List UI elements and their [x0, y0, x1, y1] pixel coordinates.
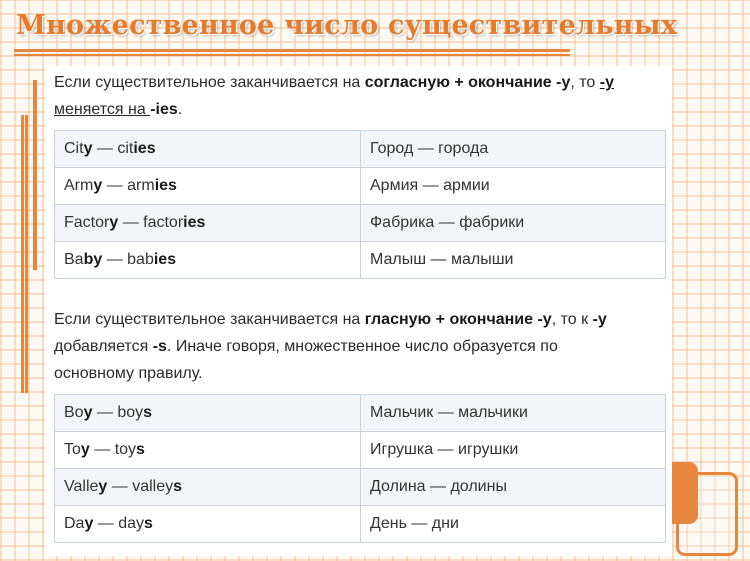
russian-pair: Город — города	[361, 131, 666, 168]
english-pair: Valley — valleys	[55, 469, 361, 506]
table-row	[55, 395, 666, 432]
decorative-block	[668, 462, 698, 524]
english-pair: Baby — babies	[55, 242, 361, 279]
decorative-bar	[33, 80, 37, 270]
table-row	[55, 168, 666, 205]
table-row	[55, 432, 666, 469]
russian-pair: Армия — армии	[361, 168, 666, 205]
rule-consonant-y: Если существительное заканчивается на согласную + окончание -y, то -y меняется на -ies.	[54, 74, 614, 118]
russian-pair: Фабрика — фабрики	[361, 205, 666, 242]
russian-pair: Малыш — малыши	[361, 242, 666, 279]
english-pair: City — cities	[55, 131, 361, 168]
russian-pair: Игрушка — игрушки	[361, 432, 666, 469]
table-row	[55, 205, 666, 242]
russian-pair: Долина — долины	[361, 469, 666, 506]
title-underline	[14, 49, 570, 52]
examples-table-vowel	[54, 394, 666, 543]
page-title: Множественное число существительных	[16, 10, 678, 41]
english-pair: Boy — boys	[55, 395, 361, 432]
english-pair: Toy — toys	[55, 432, 361, 469]
decorative-bar	[21, 115, 24, 393]
table-row	[55, 242, 666, 279]
decorative-bar	[25, 115, 28, 393]
russian-pair: День — дни	[361, 506, 666, 543]
title-underline-secondary	[14, 54, 570, 56]
rule-vowel-y: Если существительное заканчивается на гласную + окончание -y, то к -y добавляется -s. Иначе говоря, множественное число образуется по основному правилу.	[54, 311, 607, 382]
english-pair: Day — days	[55, 506, 361, 543]
english-pair: Army — armies	[55, 168, 361, 205]
table-row	[55, 506, 666, 543]
russian-pair: Мальчик — мальчики	[361, 395, 666, 432]
table-row	[55, 131, 666, 168]
table-row	[55, 469, 666, 506]
examples-table-consonant	[54, 130, 666, 279]
english-pair: Factory — factories	[55, 205, 361, 242]
content-card	[45, 66, 672, 556]
